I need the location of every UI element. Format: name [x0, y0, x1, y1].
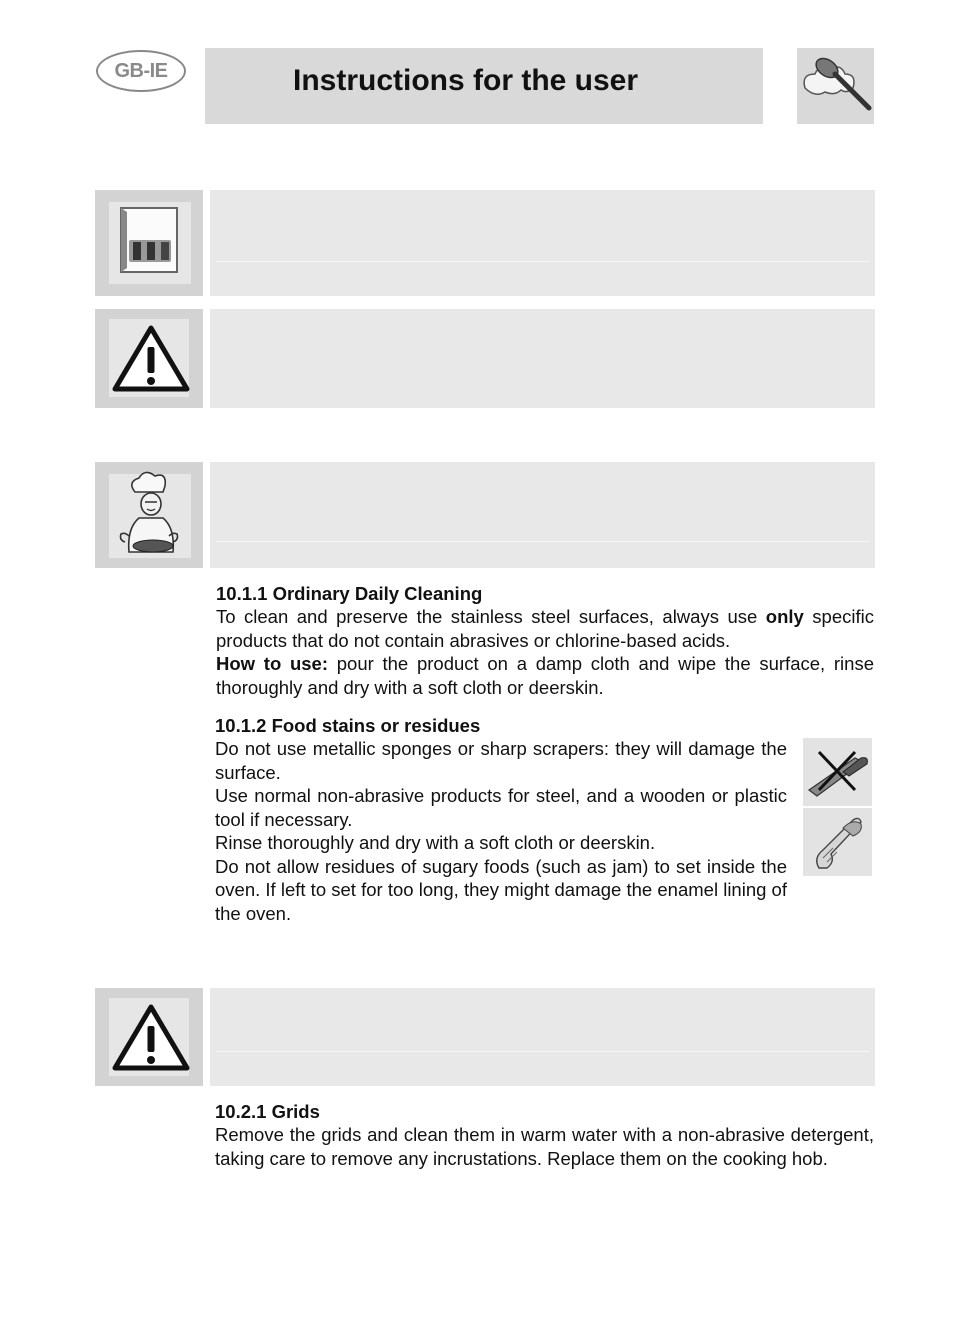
- notice-icon-box-2: [95, 309, 203, 408]
- spoon-chef-hat-icon: [797, 48, 874, 124]
- notice-icon-box-4: [95, 988, 203, 1086]
- chef-icon: [95, 462, 203, 568]
- wooden-spatula-icon: [803, 808, 872, 876]
- page-title: Instructions for the user: [293, 64, 639, 97]
- oven-appliance-icon: [95, 190, 203, 296]
- language-badge: GB-IE: [96, 50, 186, 92]
- section-food-stains: [215, 714, 787, 925]
- emphasis: How to use:: [216, 653, 329, 674]
- paragraph: Do not allow residues of sugary foods (such as jam) to set inside the oven. If left to set for too long, they might damage the enamel lining of the oven.: [215, 855, 787, 924]
- notice-divider: [216, 541, 869, 542]
- warning-triangle-icon: [95, 309, 203, 408]
- title-bar: [205, 48, 763, 124]
- text: To clean and preserve the stainless steel surfaces, always use: [216, 606, 766, 627]
- notice-panel-1: [210, 190, 875, 296]
- notice-divider: [216, 1051, 869, 1052]
- paragraph: [216, 605, 874, 652]
- warning-triangle-icon: [95, 988, 203, 1086]
- text: specific products that do not contain abrasives or chlorine-based acids.: [216, 606, 874, 651]
- notice-panel-4: [210, 988, 875, 1086]
- paragraph: Rinse thoroughly and dry with a soft cloth or deerskin.: [215, 832, 656, 853]
- crossed-tools-image: [803, 738, 872, 806]
- paragraph: [216, 652, 874, 699]
- notice-panel-2: [210, 309, 875, 408]
- notice-panel-3: [210, 462, 875, 568]
- notice-divider: [216, 261, 869, 262]
- notice-icon-box-1: [95, 190, 203, 296]
- section-heading: 10.1.2 Food stains or residues: [215, 715, 481, 736]
- emphasis: only: [765, 606, 804, 627]
- text: pour the product on a damp cloth and wipe the surface, rinse thoroughly and dry with a soft cloth or deerskin.: [216, 653, 874, 698]
- section-ordinary-daily-cleaning: [216, 582, 874, 699]
- crossed-knife-scraper-icon: [803, 738, 872, 806]
- paragraph: Remove the grids and clean them in warm water with a non-abrasive detergent, taking care to remove any incrustations. Replace them on the cooking hob.: [215, 1124, 874, 1169]
- logo: [797, 48, 874, 124]
- paragraph: Do not use metallic sponges or sharp scrapers: they will damage the surface.: [215, 738, 787, 783]
- notice-icon-box-3: [95, 462, 203, 568]
- section-grids: [215, 1100, 874, 1170]
- paragraph: Use normal non-abrasive products for steel, and a wooden or plastic tool if necessary.: [215, 785, 787, 830]
- section-heading: 10.2.1 Grids: [215, 1101, 320, 1122]
- wooden-tool-image: [803, 808, 872, 876]
- section-heading: 10.1.1 Ordinary Daily Cleaning: [216, 583, 483, 604]
